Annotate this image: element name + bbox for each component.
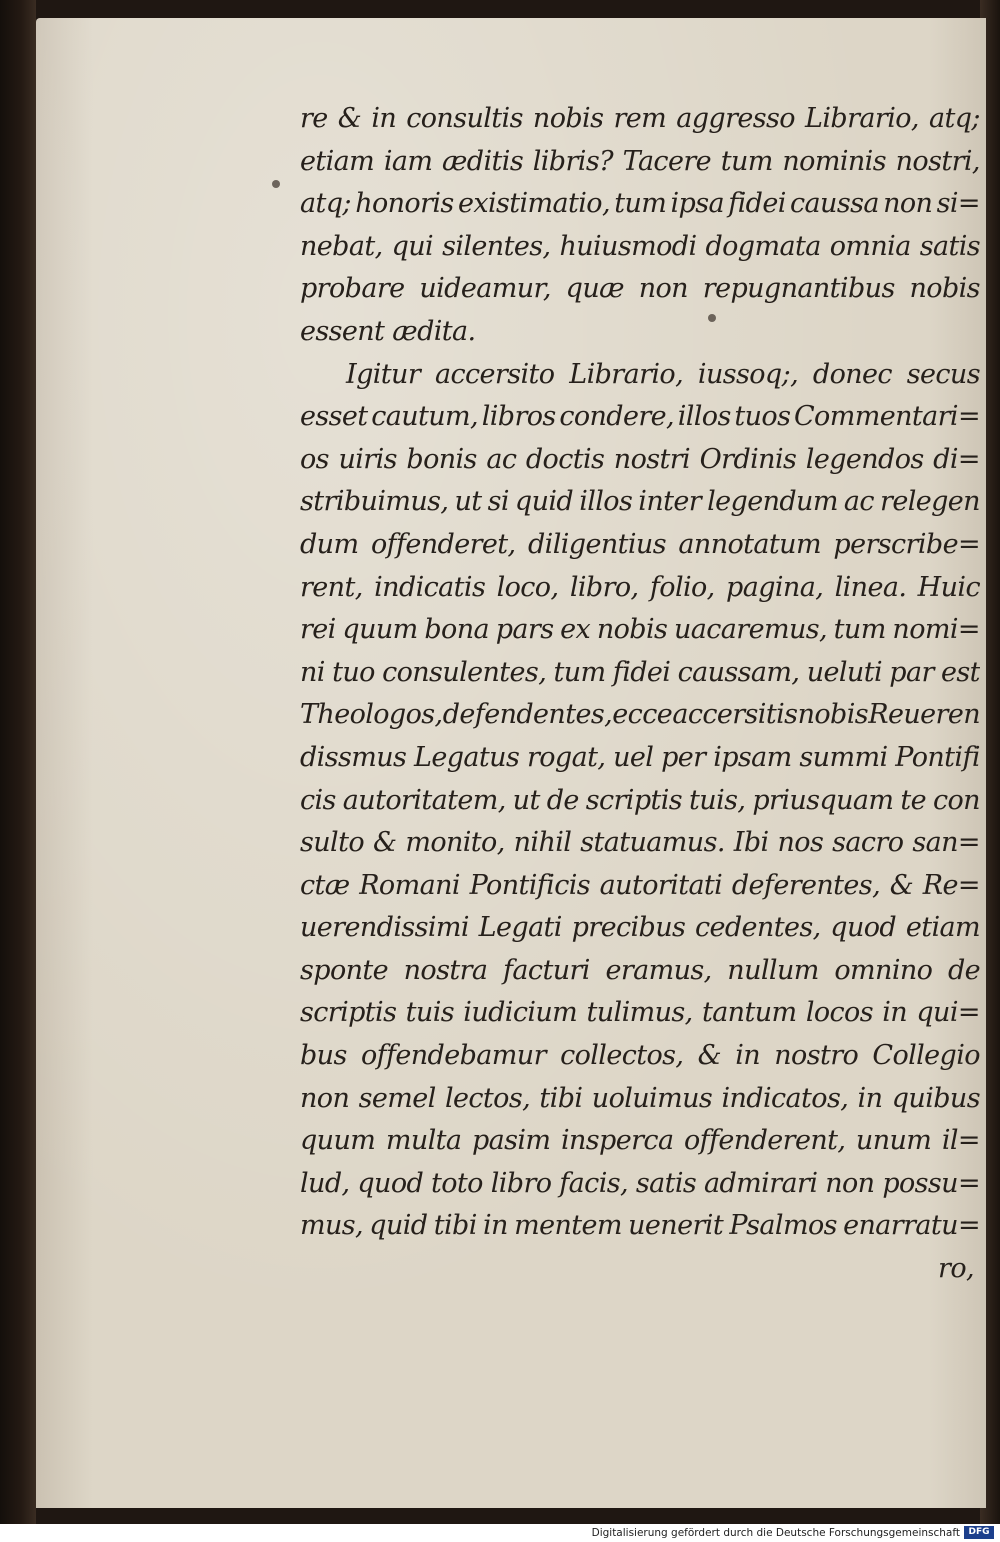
text-line: quum multa pasim insperса offenderent, unum il= (300, 1125, 980, 1157)
dfg-logo: DFG (964, 1526, 994, 1539)
catchword: ro, (938, 1253, 974, 1285)
text-line: sulto & monito, nihil statuamus. Ibi nos sacro san= (300, 827, 980, 859)
ink-blemish (272, 180, 280, 188)
text-line: cis autoritatem, ut de scriptis tuis, priusquam te con (300, 784, 980, 816)
funding-credit: Digitalisierung gefördert durch die Deutsche Forschungsgemeinschaft (591, 1527, 960, 1539)
text-line: os uiris bonis ac doctis nostri Ordinis legendos di= (300, 443, 980, 475)
text-line: re & in consultis nobis rem aggresso Librario, atq; (300, 103, 980, 134)
book-binding-left (0, 0, 36, 1524)
text-line: essent ædita. (300, 315, 476, 347)
text-line: nebat, qui silentes, huiusmodi dogmata omnia satis (300, 230, 980, 262)
text-line: non semel lectos, tibi uoluimus indicatos, in quibus (300, 1082, 980, 1114)
text-line: Igitur accersito Librario, iussoq;, donec secus (346, 358, 980, 390)
page-text (300, 98, 980, 1291)
text-line: ni tuo consulentes, tum fidei caussam, ueluti par est (300, 656, 980, 688)
text-line: dissmus Legatus rogat, uel per ipsam summi Pontifi (300, 741, 980, 773)
text-line: rent, indicatis loco, libro, folio, pagina, linea. Huic (300, 571, 980, 603)
text-line: probare uideamur, quæ non repugnantibus nobis (300, 273, 980, 305)
text-line: scriptis tuis iudicium tulimus, tantum locos in qui= (300, 997, 980, 1029)
text-line: ctæ Romani Pontificis autoritati deferentes, & Re= (300, 869, 980, 901)
text-line: Theologos, defendentes, ecce accersitis nobis Reueren (300, 699, 980, 731)
text-line: uerendissimi Legati precibus cedentes, quod etiam (300, 912, 980, 944)
text-line: rei quum bona pars ex nobis uacaremus, tum nomi= (300, 614, 980, 646)
text-line: mus, quid tibi in mentem uenerit Psalmos enarratu= (300, 1210, 980, 1242)
text-line: etiam iam æditis libris? Tacere tum nominis nostri, (300, 145, 980, 177)
text-line: esset cautum, libros condere, illos tuos Commentari= (300, 401, 980, 433)
text-line: lud, quod toto libro facis, satis admirari non possu= (300, 1167, 980, 1199)
text-line: bus offendebamur collectos, & in nostro Collegio (300, 1040, 980, 1072)
text-line: dum offenderet, diligentius annotatum perscribe= (300, 528, 980, 560)
text-line: sponte nostra facturi eramus, nullum omnino de (300, 954, 980, 986)
text-line: atq; honoris existimatio, tum ipsa fidei caussa non si= (300, 188, 980, 220)
text-line: stribuimus, ut si quid illos inter legendum ac relegen (300, 486, 980, 518)
footer-bar (0, 1524, 1000, 1542)
